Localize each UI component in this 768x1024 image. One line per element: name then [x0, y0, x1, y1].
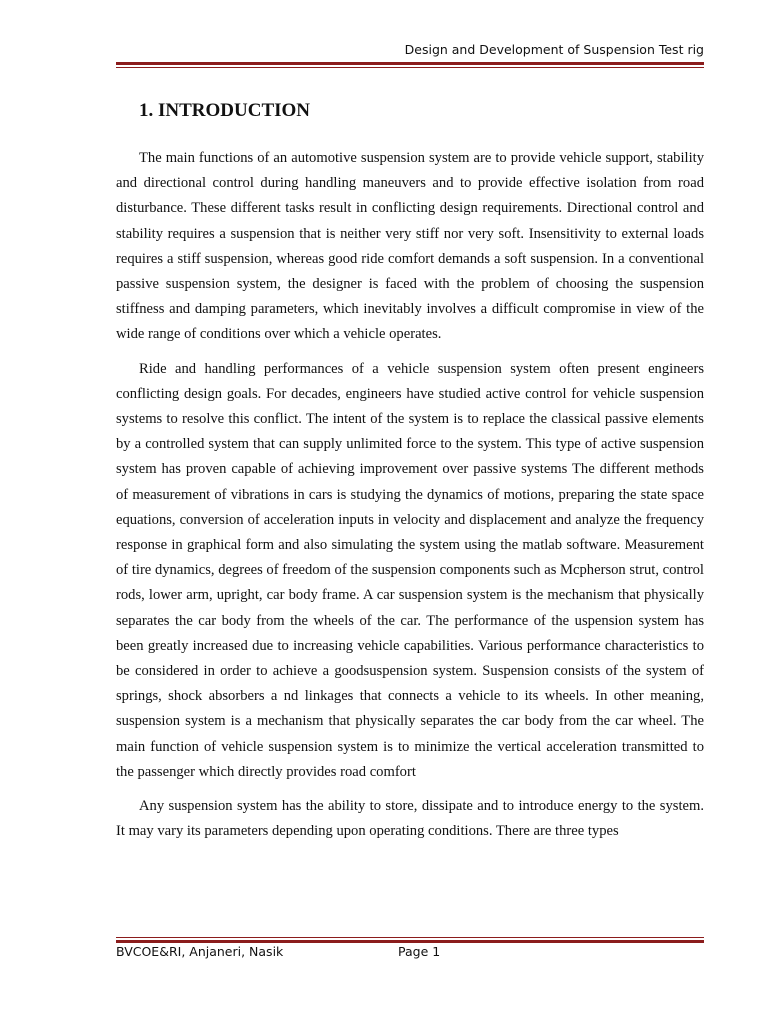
paragraph-3: Any suspension system has the ability to store, dissipate and to introduce energy to the system. It may vary its parameters depending upon operating conditions. There are three types — [116, 798, 704, 840]
page-number: Page 1 — [398, 944, 441, 959]
paragraph-1: The main functions of an automotive suspension system are to provide vehicle support, stability and directional control during handling maneuvers and to provide effective isolation from road disturbance. These different tasks result in conflicting design requirements. Directional control and stability requires a suspension that is neither very stiff nor very soft. Insensitivity to external loads requires a stiff suspension, whereas good ride comfort demands a soft suspension. In a conventional passive suspension system, the designer is faced with the problem of choosing the suspension stiffness and damping parameters, which inevitably involves a difficult compromise in view of the wide range of conditions over which a vehicle operates. — [116, 150, 704, 343]
section-heading: 1. INTRODUCTION — [139, 100, 311, 121]
paragraph-2: Ride and handling performances of a vehicle suspension system often present engineers conflicting design goals. For decades, engineers have studied active control for vehicle suspension systems to resolve this conflict. The intent of the system is to replace the classical passive elements by a controlled system that can supply unlimited force to the system. This type of active suspension system has proven capable of achieving improvement over passive systems The different methods of measurement of vibrations in cars is studying the dynamics of motions, preparing the state space equations, conversion of acceleration inputs in velocity and displacement and analyze the frequency response in graphical form and also simulating the system using the matlab software. Measurement of tire dynamics, degrees of freedom of the suspension components such as Mcpherson strut, control rods, lower arm, upright, car body frame. A car suspension system is the mechanism that physically separates the car body from the wheels of the car. The performance of the uspension system has been greatly increased due to increasing vehicle capabilities. Various performance characteristics to be considered in order to achieve a goodsuspension system. Suspension consists of the system of springs, shock absorbers a nd linkages that connects a vehicle to its wheels. In other meaning, suspension system is a mechanism that physically separates the car body from the car wheel. The main function of vehicle suspension system is to minimize the vertical acceleration transmitted to the passenger which directly provides road comfort — [116, 360, 704, 780]
running-header-title: Design and Development of Suspension Test rig — [404, 42, 704, 57]
header-divider — [116, 62, 704, 68]
footer-divider — [116, 937, 704, 943]
body-text — [116, 146, 704, 853]
footer-institution: BVCOE&RI, Anjaneri, Nasik — [116, 944, 284, 959]
